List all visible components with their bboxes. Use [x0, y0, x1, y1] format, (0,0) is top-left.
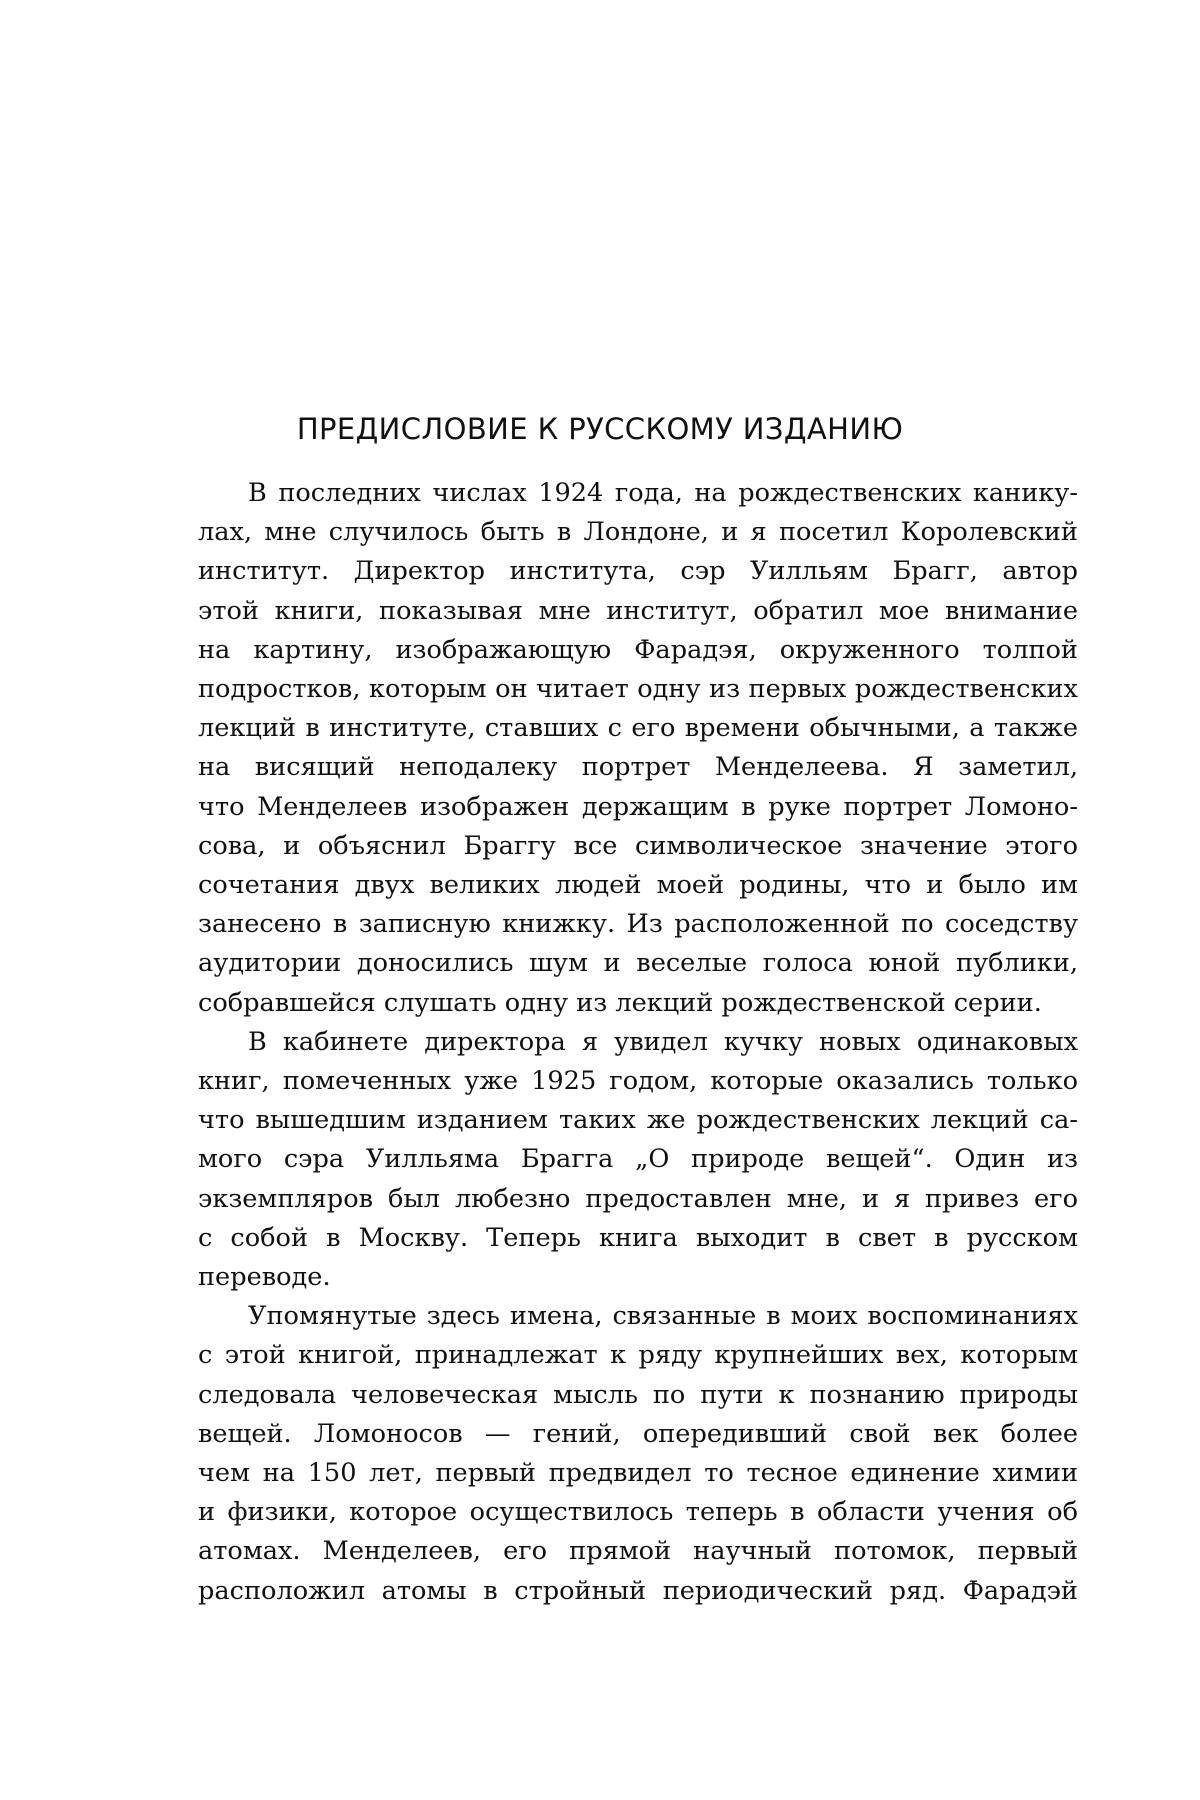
text-line: на картину, изображающую Фарадэя, окруженного толпой — [148, 631, 1078, 670]
text-line: следовала человеческая мысль по пути к познанию природы — [148, 1376, 1078, 1415]
book-page — [0, 0, 1200, 1800]
text-line: с собой в Москву. Теперь книга выходит в свет в русском — [148, 1219, 1078, 1258]
preface-body — [148, 474, 1078, 1611]
text-line: переводе. — [148, 1258, 1078, 1297]
text-line: институт. Директор института, сэр Уилльям Брагг, автор — [148, 552, 1078, 591]
text-line: атомах. Менделеев, его прямой научный потомок, первый — [148, 1532, 1078, 1571]
text-line: вещей. Ломоносов — гений, опередивший свой век более — [148, 1415, 1078, 1454]
text-line: сова, и объяснил Браггу все символическое значение этого — [148, 827, 1078, 866]
text-line: экземпляров был любезно предоставлен мне, и я привез его — [148, 1180, 1078, 1219]
text-line: что вышедшим изданием таких же рождественских лекций са- — [148, 1101, 1078, 1140]
text-line: чем на 150 лет, первый предвидел то тесное единение химии — [148, 1454, 1078, 1493]
text-line: сочетания двух великих людей моей родины, что и было им — [148, 866, 1078, 905]
text-line: что Менделеев изображен держащим в руке портрет Ломоно- — [148, 788, 1078, 827]
page-title: ПРЕДИСЛОВИЕ К РУССКОМУ ИЗДАНИЮ — [0, 412, 1200, 446]
text-line: В кабинете директора я увидел кучку новых одинаковых — [148, 1023, 1078, 1062]
text-line: мого сэра Уилльяма Брагга „О природе вещей“. Один из — [148, 1140, 1078, 1179]
text-line: занесено в записную книжку. Из расположенной по соседству — [148, 905, 1078, 944]
text-line: Упомянутые здесь имена, связанные в моих воспоминаниях — [148, 1297, 1078, 1336]
text-line: с этой книгой, принадлежат к ряду крупнейших вех, которым — [148, 1336, 1078, 1375]
text-line: расположил атомы в стройный периодический ряд. Фарадэй — [148, 1572, 1078, 1611]
text-line: подростков, которым он читает одну из первых рождественских — [148, 670, 1078, 709]
text-line: аудитории доносились шум и веселые голоса юной публики, — [148, 944, 1078, 983]
paragraph-3 — [148, 1297, 1078, 1611]
text-line: на висящий неподалеку портрет Менделеева. Я заметил, — [148, 748, 1078, 787]
text-line: книг, помеченных уже 1925 годом, которые оказались только — [148, 1062, 1078, 1101]
paragraph-1 — [148, 474, 1078, 1023]
text-line: и физики, которое осуществилось теперь в области учения об — [148, 1493, 1078, 1532]
paragraph-2 — [148, 1023, 1078, 1297]
text-line: В последних числах 1924 года, на рождественских канику- — [148, 474, 1078, 513]
text-line: лекций в институте, ставших с его времени обычными, а также — [148, 709, 1078, 748]
text-line: этой книги, показывая мне институт, обратил мое внимание — [148, 592, 1078, 631]
text-line: лах, мне случилось быть в Лондоне, и я посетил Королевский — [148, 513, 1078, 552]
text-line: собравшейся слушать одну из лекций рождественской серии. — [148, 984, 1078, 1023]
